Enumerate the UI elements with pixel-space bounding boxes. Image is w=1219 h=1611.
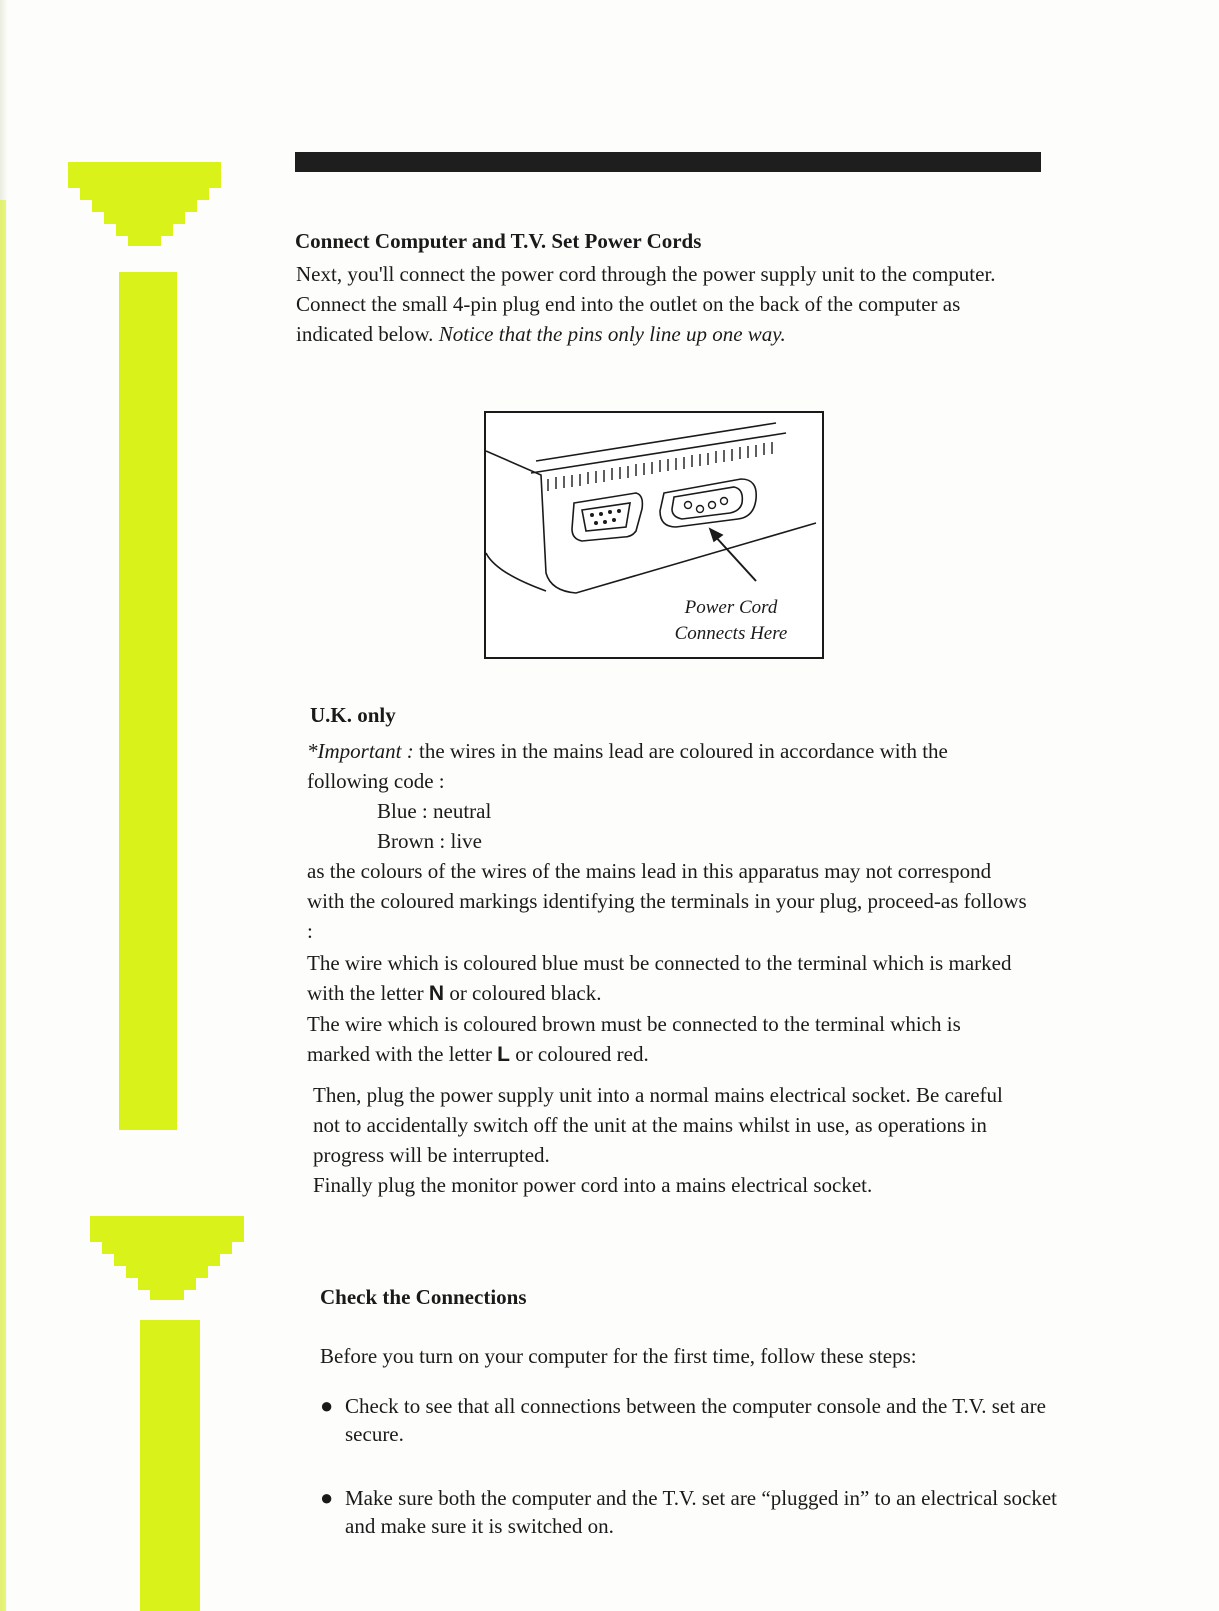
- uk-important-block: [307, 736, 1027, 1070]
- colour-code-blue: Blue : neutral: [377, 799, 492, 823]
- flow-arrow-decoration: [0, 0, 260, 1611]
- brown-wire-post: or coloured red.: [515, 1042, 649, 1066]
- figure-caption-line2: Connects Here: [674, 623, 788, 644]
- brown-wire-instruction: [307, 1009, 1027, 1070]
- letter-n: N: [428, 982, 445, 1005]
- section-title-check-connections: Check the Connections: [320, 1285, 527, 1309]
- finally-text: Finally plug the monitor power cord into a mains electrical socket.: [313, 1173, 873, 1197]
- bullet-icon: ●: [320, 1393, 334, 1418]
- check-connections-intro: Before you turn on your computer for the first time, follow these steps:: [320, 1344, 917, 1368]
- arrow-head-bottom-icon: [90, 1216, 244, 1300]
- arrow-shaft-upper: [119, 272, 177, 1130]
- arrow-head-top-icon: [68, 162, 221, 246]
- checklist-item-text: Make sure both the computer and the T.V. set are “plugged in” to an electrical socket and make sure it is switched on.: [345, 1486, 1058, 1538]
- blue-wire-text: The wire which is coloured blue must be connected to the terminal which is marked with the letter: [307, 951, 1012, 1005]
- blue-wire-instruction: [307, 948, 1027, 1009]
- colour-code-brown: Brown : live: [377, 829, 482, 853]
- uk-only-heading: U.K. only: [310, 703, 396, 727]
- letter-l: L: [497, 1043, 510, 1066]
- figure-caption-line1: Power Cord: [684, 597, 778, 618]
- arrow-shaft-lower: [140, 1320, 200, 1611]
- figure-caption: [646, 595, 816, 647]
- checklist-item: [320, 1484, 1085, 1540]
- important-label: *Important :: [307, 739, 414, 763]
- power-cords-intro-note: Notice that the pins only line up one way.: [438, 322, 786, 346]
- brown-wire-text: The wire which is coloured brown must be connected to the terminal which is marked with the letter: [307, 1012, 961, 1066]
- section-title-power-cords: Connect Computer and T.V. Set Power Cords: [295, 229, 702, 253]
- as-colours-text: as the colours of the wires of the mains lead in this apparatus may not correspond with the coloured markings identifying the terminals in your plug, proceed-as follows :: [307, 859, 1027, 943]
- checklist-item-text: Check to see that all connections between the computer console and the T.V. set are secure.: [345, 1394, 1046, 1446]
- power-cords-intro-text: Next, you'll connect the power cord through the power supply unit to the computer. Connect the small 4-pin plug end into the outlet on the back of the computer as indicated below.: [296, 262, 996, 346]
- section-divider-bar: [295, 152, 1041, 172]
- checklist-item: [320, 1392, 1085, 1448]
- important-text: the wires in the mains lead are coloured in accordance with the following code :: [307, 739, 948, 793]
- blue-wire-post: or coloured black.: [449, 981, 602, 1005]
- power-cords-intro: [296, 259, 1016, 349]
- power-socket-illustration: [484, 411, 824, 659]
- then-plug-text: Then, plug the power supply unit into a normal mains electrical socket. Be careful not to accidentally switch off the unit at the mains whilst in use, as operations in progress will be interrupted.: [313, 1083, 1003, 1167]
- mains-socket-block: [313, 1080, 1033, 1200]
- bullet-icon: ●: [320, 1485, 334, 1510]
